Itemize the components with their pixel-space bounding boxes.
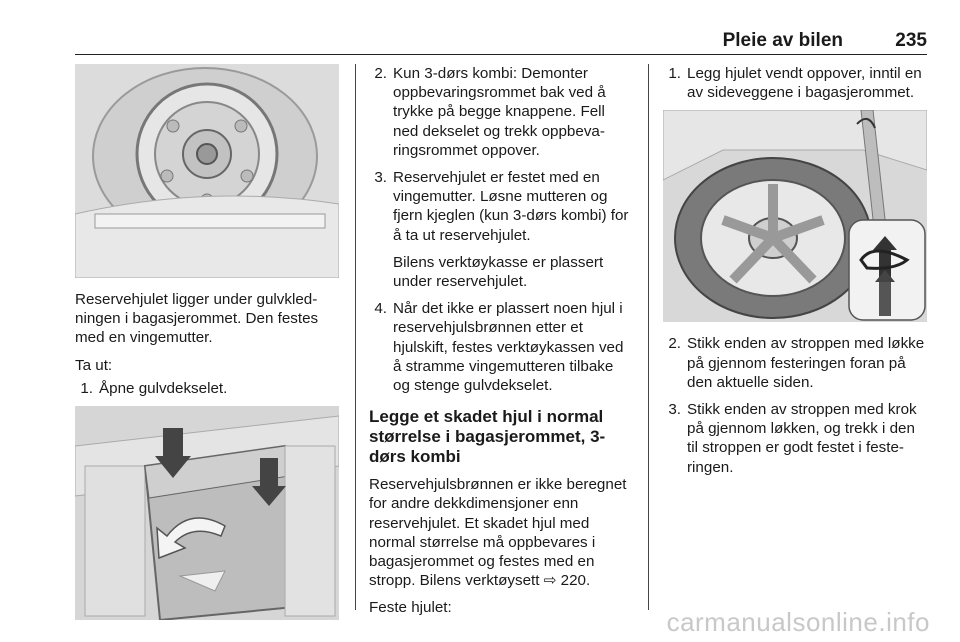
ta-ut-label: Ta ut: [75,356,113,374]
step-text: Kun 3-dørs kombi: Demonter oppbevaringsrommet bak ved å trykke på begge knappene. Fell ned dekselet og trekk oppbevaringsrommet oppover. [393,65,606,159]
step-note: Bilens verktøykasse er plassert under reservehjulet. [393,253,604,291]
column-1 [75,64,341,620]
section-title: Pleie av bilen [722,30,843,51]
step-text: Når det ikke er plassert noen hjul i reservehjulsbrønnen etter et hjulskift, festes verktøykassen ved å stramme vingemutteren tilbake og stenge gulvdekselet. [393,300,624,395]
column-divider-1 [355,64,356,610]
list-item [663,64,927,102]
figure-wheel-strap [663,110,927,322]
step-number: 2. [668,335,681,353]
step-text: Åpne gulvdekselet. [99,379,228,397]
page-number: 235 [895,30,927,51]
spare-wheel-illustration [75,64,339,278]
column-divider-2 [648,64,649,610]
list-item [663,334,927,392]
step-number: 1. [80,379,93,397]
figure-spare-wheel-well [75,64,339,278]
list-item [369,299,634,395]
step-text: Stikk enden av stroppen med krok på gjennom løkken, og trekk i den til stroppen er godt festet i festeringen. [687,401,917,476]
header-rule [75,54,927,55]
section-heading: Legge et skadet hjul i normal størrelse i bagasjerommet, 3-dørs kombi [369,407,606,467]
step-text: Stikk enden av stroppen med løkke på gjennom festeringen foran på den aktuelle siden. [687,335,925,391]
list-item [369,64,634,160]
list-item [369,168,634,245]
step-number: 3. [374,169,387,187]
column-3 [663,64,927,485]
body-paragraph: Reservehjulsbrønnen er ikke beregnet for andre dekkdimensjoner enn reservehjulet. Et skadet hjul med normal størrelse må oppbevares i bagasjerommet og festes med en stropp. Bilens verktøysett ⇨ 220. [369,476,627,590]
column-2 [369,64,634,626]
step-text: Reservehjulet er festet med en vingemutter. Løsne mutteren og fjern kjeglen (kun 3-dørs kombi) for å ta ut reservehjulet. [393,169,629,244]
feste-label: Feste hjulet: [369,599,452,617]
list-item [75,379,341,398]
watermark: carmanualsonline.info [666,607,930,637]
step-number: 1. [668,65,681,82]
intro-paragraph: Reservehjulet ligger under gulvkledningen i bagasjerommet. Den festes med en vingemutter. [75,291,319,347]
page-header [75,24,927,50]
step-number: 4. [374,300,387,318]
step-number: 2. [374,65,387,82]
step-number: 3. [668,401,681,419]
step-text: Legg hjulet vendt oppover, inntil en av sideveggene i bagasjerommet. [687,65,922,102]
figure-floor-cover [75,406,339,620]
wheel-strap-illustration [663,110,927,322]
list-item [663,400,927,477]
floor-cover-illustration [75,406,339,620]
